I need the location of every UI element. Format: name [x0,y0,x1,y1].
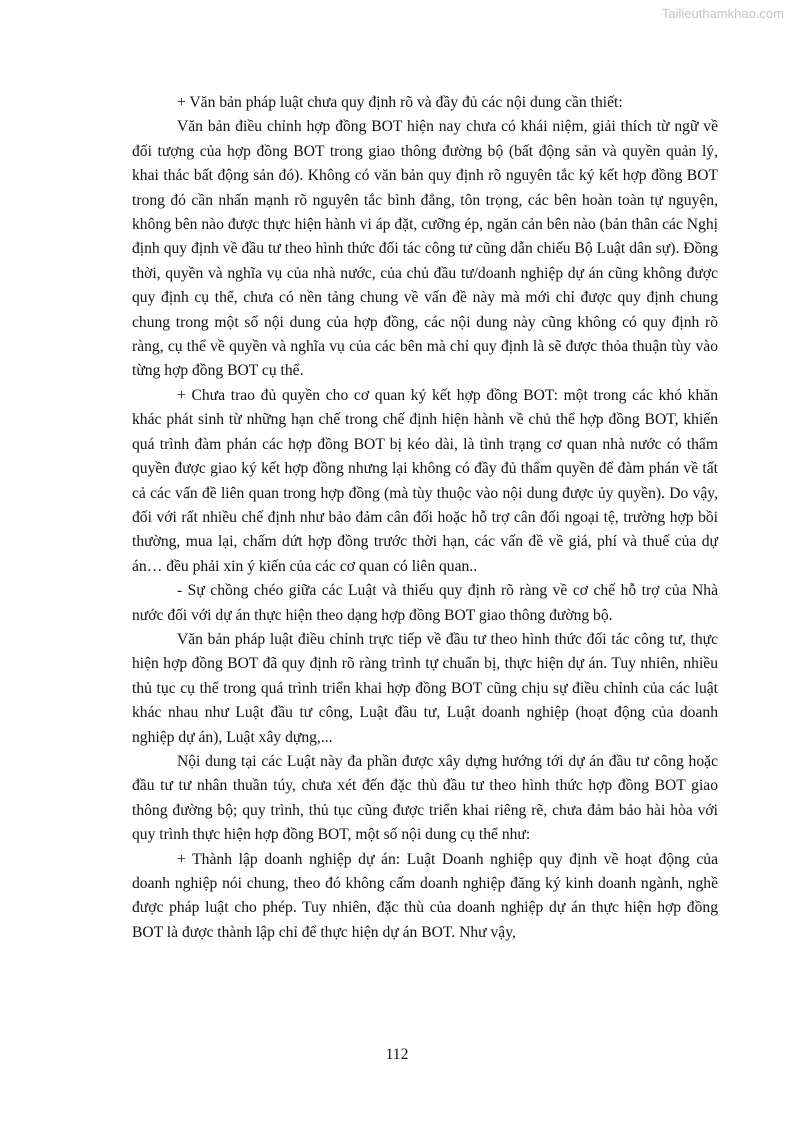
paragraph: + Văn bản pháp luật chưa quy định rõ và đầy đủ các nội dung cần thiết: [177,94,623,111]
document-body [132,91,718,945]
page-number: 112 [385,1046,409,1063]
paragraph: Văn bản điều chỉnh hợp đồng BOT hiện nay chưa có khái niệm, giải thích từ ngữ về đối tượng của hợp đồng BOT trong giao thông đường bộ (bất động sản và quyền quản lý, khai thác bất động sản đó). Không có văn bản quy định rõ nguyên tắc ký kết hợp đồng BOT trong đó cần nhấn mạnh rõ nguyên tắc bình đẳng, tôn trọng, các bên hoàn toàn tự nguyện, không bên nào được thực hiện hành vi áp đặt, cưỡng ép, ngăn cản bên nào (bản thân các Nghị định quy định về đầu tư theo hình thức đối tác công tư cũng dẫn chiếu Bộ Luật dân sự). Đồng thời, quyền và nghĩa vụ của nhà nước, của chủ đầu tư/doanh nghiệp dự án cũng không được quy định cụ thể, chưa có nền tảng chung về vấn đề này mà mới chỉ được quy định chung chung trong một số nội dung của hợp đồng, các nội dung này cũng không có quy định rõ ràng, cụ thể về quyền và nghĩa vụ của các bên mà chỉ quy định là sẽ được thỏa thuận tùy vào từng hợp đồng BOT cụ thể. [132,118,718,380]
paragraph: Văn bản pháp luật điều chỉnh trực tiếp về đầu tư theo hình thức đối tác công tư, thực hiện hợp đồng BOT đã quy định rõ ràng trình tự chuẩn bị, thực hiện dự án. Tuy nhiên, nhiều thủ tục cụ thể trong quá trình triển khai hợp đồng BOT cũng chịu sự điều chỉnh của các luật khác nhau như Luật đầu tư công, Luật đầu tư, Luật doanh nghiệp (hoạt động của doanh nghiệp dự án), Luật xây dựng,... [132,630,718,746]
paragraph: - Sự chồng chéo giữa các Luật và thiếu quy định rõ ràng về cơ chế hỗ trợ của Nhà nước đối với dự án thực hiện theo dạng hợp đồng BOT giao thông đường bộ. [132,582,718,624]
paragraph: + Thành lập doanh nghiệp dự án: Luật Doanh nghiệp quy định về hoạt động của doanh nghiệp nói chung, theo đó không cấm doanh nghiệp đăng ký kinh doanh ngành, nghề được pháp luật cho phép. Tuy nhiên, đặc thù của doanh nghiệp dự án thực hiện hợp đồng BOT là được thành lập chỉ để thực hiện dự án BOT. Như vậy, [132,850,718,941]
paragraph: Nội dung tại các Luật này đa phần được xây dựng hướng tới dự án đầu tư công hoặc đầu tư tư nhân thuần túy, chưa xét đến đặc thù đầu tư theo hình thức hợp đồng BOT giao thông đường bộ; quy trình, thủ tục cũng được triển khai riêng rẽ, chưa đảm bảo hài hòa với quy trình thực hiện hợp đồng BOT, một số nội dung cụ thể như: [132,752,718,844]
paragraph: + Chưa trao đủ quyền cho cơ quan ký kết hợp đồng BOT: một trong các khó khăn khác phát sinh từ những hạn chế trong chế định hiện hành về chủ thể hợp đồng BOT, khiến quá trình đàm phán các hợp đồng BOT bị kéo dài, là tình trạng cơ quan nhà nước có thẩm quyền được giao ký kết hợp đồng nhưng lại không có đầy đủ thẩm quyền để đàm phán về tất cả các vấn đề liên quan trong hợp đồng (mà tùy thuộc vào nội dung được ủy quyền). Do vậy, đối với rất nhiều chế định như bảo đảm cân đối hoặc hỗ trợ cân đối ngoại tệ, trường hợp bồi thường, mua lại, chấm dứt hợp đồng trước thời hạn, các vấn đề về giá, phí và thuế của dự án… đều phải xin ý kiến của các cơ quan có liên quan.. [132,386,718,575]
watermark: Tailieuthamkhao.com [661,6,784,21]
